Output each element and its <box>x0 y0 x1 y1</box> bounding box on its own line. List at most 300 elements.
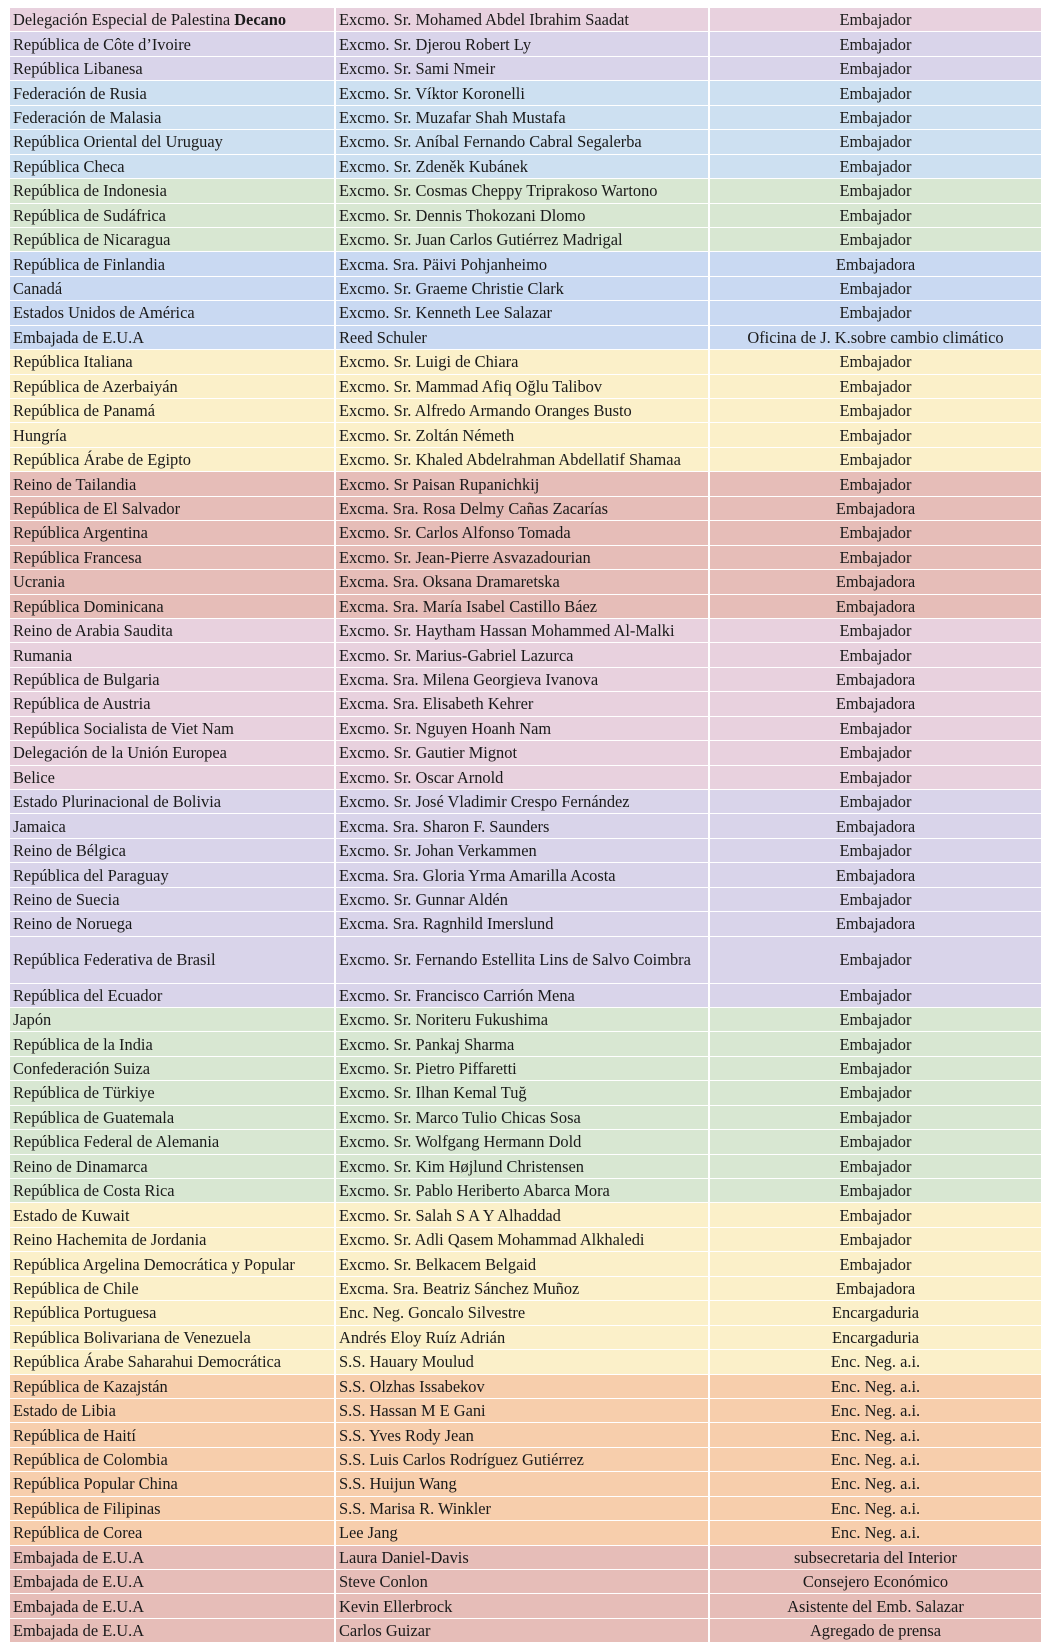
role-cell <box>709 56 1042 80</box>
country-cell <box>10 423 335 447</box>
representative-cell <box>335 790 709 814</box>
country-cell <box>10 814 335 838</box>
role-text: Embajador <box>839 1254 912 1274</box>
table-row <box>10 423 1042 447</box>
table-row <box>10 936 1042 983</box>
country-cell <box>10 1301 335 1325</box>
role-text: Embajador <box>839 59 912 79</box>
table-row <box>10 154 1042 178</box>
representative-cell <box>335 32 709 56</box>
role-cell <box>709 472 1042 496</box>
representative-cell <box>335 618 709 642</box>
representative-text: Excma. Sra. Beatriz Sánchez Muñoz <box>339 1278 580 1298</box>
country-text: Belice <box>13 767 55 787</box>
country-text: República de El Salvador <box>13 498 181 518</box>
country-text: República de Costa Rica <box>13 1181 175 1201</box>
table-row <box>10 1618 1042 1642</box>
representative-text: Enc. Neg. Goncalo Silvestre <box>339 1303 526 1323</box>
role-cell <box>709 765 1042 789</box>
representative-cell <box>335 276 709 300</box>
country-cell <box>10 130 335 154</box>
role-cell <box>709 130 1042 154</box>
role-text: Embajadora <box>835 498 916 518</box>
representative-cell <box>335 8 709 32</box>
country-cell <box>10 594 335 618</box>
representative-cell <box>335 1447 709 1471</box>
representative-cell <box>335 643 709 667</box>
country-cell <box>10 1374 335 1398</box>
role-text: Embajador <box>839 10 912 30</box>
country-cell <box>10 1056 335 1080</box>
role-cell <box>709 350 1042 374</box>
role-cell <box>709 814 1042 838</box>
representative-text: Excmo. Sr. Nguyen Hoanh Nam <box>339 718 552 738</box>
role-text: Embajador <box>839 230 912 250</box>
country-text: Reino de Suecia <box>13 889 120 909</box>
role-cell <box>709 618 1042 642</box>
country-text: Rumania <box>13 645 73 665</box>
role-text: Embajador <box>839 985 912 1005</box>
country-cell <box>10 1545 335 1569</box>
representative-cell <box>335 594 709 618</box>
role-cell <box>709 154 1042 178</box>
country-cell <box>10 227 335 251</box>
role-cell <box>709 1252 1042 1276</box>
representative-text: Excmo. Sr. Salah S A Y Alhaddad <box>339 1205 561 1225</box>
table-row <box>10 130 1042 154</box>
country-cell <box>10 105 335 129</box>
role-text: Embajador <box>839 1181 912 1201</box>
country-text: Reino de Dinamarca <box>13 1156 148 1176</box>
country-text: República de Bulgaria <box>13 670 160 690</box>
role-cell <box>709 1521 1042 1545</box>
role-cell <box>709 252 1042 276</box>
country-text: Delegación de la Unión Europea <box>13 743 227 763</box>
country-cell <box>10 863 335 887</box>
country-cell <box>10 1472 335 1496</box>
table-row <box>10 1105 1042 1129</box>
role-text: Encargaduria <box>831 1303 920 1323</box>
table-row <box>10 863 1042 887</box>
country-text: República de Nicaragua <box>13 230 171 250</box>
role-text: Enc. Neg. a.i. <box>830 1401 921 1421</box>
representative-text: Excmo. Sr. Francisco Carrión Mena <box>339 985 575 1005</box>
country-text: República Checa <box>13 156 125 176</box>
table-row <box>10 983 1042 1007</box>
role-text: Agregado de prensa <box>809 1621 942 1641</box>
role-text: Embajadora <box>835 670 916 690</box>
role-cell <box>709 887 1042 911</box>
role-text: Embajador <box>839 181 912 201</box>
role-text: Asistente del Emb. Salazar <box>787 1596 964 1616</box>
table-row <box>10 1374 1042 1398</box>
table-row <box>10 1521 1042 1545</box>
role-text: Embajador <box>839 1083 912 1103</box>
representative-text: Excmo. Sr. Ilhan Kemal Tuğ <box>339 1083 527 1103</box>
country-cell <box>10 1154 335 1178</box>
country-text: República Francesa <box>13 547 142 567</box>
country-text: República Italiana <box>13 352 133 372</box>
table-row <box>10 765 1042 789</box>
country-text: Federación de Rusia <box>13 83 147 103</box>
role-cell <box>709 863 1042 887</box>
role-text: Embajador <box>839 205 912 225</box>
country-text: República Bolivariana de Venezuela <box>13 1327 251 1347</box>
representative-cell <box>335 1398 709 1422</box>
country-text: República Federal de Alemania <box>13 1132 220 1152</box>
country-cell <box>10 521 335 545</box>
representative-text: Excmo. Sr. Aníbal Fernando Cabral Segalerba <box>339 132 642 152</box>
role-text: Embajador <box>839 352 912 372</box>
role-text: Embajador <box>839 156 912 176</box>
representative-cell <box>335 1179 709 1203</box>
table-row <box>10 1594 1042 1618</box>
representative-cell <box>335 105 709 129</box>
representative-text: Excmo. Sr. Pankaj Sharma <box>339 1034 515 1054</box>
table-row <box>10 227 1042 251</box>
role-text: Embajador <box>839 132 912 152</box>
country-bold-tag: Decano <box>234 10 287 30</box>
country-cell <box>10 765 335 789</box>
representative-text: Excmo. Sr. Sami Nmeir <box>339 59 496 79</box>
role-text: Embajadora <box>835 914 916 934</box>
table-row <box>10 1398 1042 1422</box>
country-text: Estado de Libia <box>13 1401 116 1421</box>
diplomatic-list-table <box>10 8 1043 1643</box>
representative-cell <box>335 325 709 349</box>
representative-cell <box>335 252 709 276</box>
table-row <box>10 1252 1042 1276</box>
table-row <box>10 1179 1042 1203</box>
role-cell <box>709 179 1042 203</box>
country-text: República de Guatemala <box>13 1107 175 1127</box>
table-row <box>10 521 1042 545</box>
country-cell <box>10 81 335 105</box>
role-cell <box>709 1276 1042 1300</box>
representative-cell <box>335 1374 709 1398</box>
role-cell <box>709 912 1042 936</box>
table-row <box>10 1496 1042 1520</box>
country-text: Delegación Especial de Palestina <box>13 10 231 30</box>
representative-cell <box>335 130 709 154</box>
country-text: República de Finlandia <box>13 254 166 274</box>
role-cell <box>709 1032 1042 1056</box>
table-row <box>10 8 1042 32</box>
role-cell <box>709 1472 1042 1496</box>
role-cell <box>709 570 1042 594</box>
representative-cell <box>335 765 709 789</box>
role-cell <box>709 105 1042 129</box>
table-row <box>10 545 1042 569</box>
role-cell <box>709 399 1042 423</box>
country-cell <box>10 1570 335 1594</box>
representative-cell <box>335 936 709 983</box>
representative-text: Excmo. Sr Paisan Rupanichkij <box>339 474 540 494</box>
table-row <box>10 1227 1042 1251</box>
representative-cell <box>335 545 709 569</box>
country-cell <box>10 496 335 520</box>
country-cell <box>10 1203 335 1227</box>
country-cell <box>10 1521 335 1545</box>
country-text: Jamaica <box>13 816 66 836</box>
table-row <box>10 1130 1042 1154</box>
role-cell <box>709 1130 1042 1154</box>
role-text: Encargaduria <box>831 1327 920 1347</box>
country-text: República Argentina <box>13 523 148 543</box>
representative-cell <box>335 521 709 545</box>
table-row <box>10 1081 1042 1105</box>
representative-text: Excma. Sra. Sharon F. Saunders <box>339 816 550 836</box>
representative-cell <box>335 374 709 398</box>
table-row <box>10 912 1042 936</box>
country-cell <box>10 56 335 80</box>
role-cell <box>709 594 1042 618</box>
role-text: Embajadora <box>835 254 916 274</box>
table-row <box>10 81 1042 105</box>
country-cell <box>10 1447 335 1471</box>
representative-text: S.S. Olzhas Issabekov <box>339 1376 485 1396</box>
representative-cell <box>335 227 709 251</box>
representative-cell <box>335 1252 709 1276</box>
role-cell <box>709 1301 1042 1325</box>
role-text: Embajadora <box>835 816 916 836</box>
country-cell <box>10 1276 335 1300</box>
table-row <box>10 1545 1042 1569</box>
country-cell <box>10 545 335 569</box>
country-cell <box>10 912 335 936</box>
country-cell <box>10 983 335 1007</box>
role-text: Embajador <box>839 523 912 543</box>
role-cell <box>709 1423 1042 1447</box>
role-cell <box>709 790 1042 814</box>
table-row <box>10 887 1042 911</box>
representative-cell <box>335 983 709 1007</box>
table-row <box>10 374 1042 398</box>
role-text: Enc. Neg. a.i. <box>830 1352 921 1372</box>
role-text: Embajador <box>839 792 912 812</box>
representative-text: S.S. Hauary Moulud <box>339 1352 474 1372</box>
role-cell <box>709 1618 1042 1642</box>
representative-text: Excmo. Sr. Graeme Christie Clark <box>339 279 564 299</box>
table-row <box>10 1007 1042 1031</box>
country-text: República de Filipinas <box>13 1498 161 1518</box>
representative-text: Excma. Sra. Oksana Dramaretska <box>339 572 560 592</box>
country-cell <box>10 203 335 227</box>
country-cell <box>10 692 335 716</box>
role-cell <box>709 1496 1042 1520</box>
table-row <box>10 643 1042 667</box>
table-row <box>10 618 1042 642</box>
country-cell <box>10 1130 335 1154</box>
representative-text: Excma. Sra. Ragnhild Imerslund <box>339 914 554 934</box>
country-text: República Socialista de Viet Nam <box>13 718 234 738</box>
country-text: Estados Unidos de América <box>13 303 195 323</box>
country-text: Hungría <box>13 425 67 445</box>
representative-cell <box>335 203 709 227</box>
table-row <box>10 1032 1042 1056</box>
representative-text: S.S. Hassan M E Gani <box>339 1401 486 1421</box>
country-text: República de Panamá <box>13 401 156 421</box>
country-text: Reino Hachemita de Jordania <box>13 1230 207 1250</box>
representative-cell <box>335 399 709 423</box>
role-text: Embajador <box>839 1230 912 1250</box>
representative-text: Excma. Sra. Päivi Pohjanheimo <box>339 254 548 274</box>
role-cell <box>709 1398 1042 1422</box>
representative-text: Excma. Sra. Gloria Yrma Amarilla Acosta <box>339 865 616 885</box>
representative-text: Excma. Sra. Rosa Delmy Cañas Zacarías <box>339 498 608 518</box>
role-text: Embajador <box>839 621 912 641</box>
representative-cell <box>335 741 709 765</box>
representative-cell <box>335 667 709 691</box>
role-cell <box>709 1374 1042 1398</box>
role-text: Embajador <box>839 1107 912 1127</box>
country-cell <box>10 1227 335 1251</box>
country-text: República Oriental del Uruguay <box>13 132 223 152</box>
role-cell <box>709 8 1042 32</box>
country-text: República de Chile <box>13 1278 139 1298</box>
country-text: República de Colombia <box>13 1450 168 1470</box>
country-cell <box>10 838 335 862</box>
role-cell <box>709 983 1042 1007</box>
representative-text: Excmo. Sr. Luigi de Chiara <box>339 352 519 372</box>
role-cell <box>709 1594 1042 1618</box>
representative-text: Steve Conlon <box>339 1572 428 1592</box>
country-text: República de Côte d’Ivoire <box>13 34 191 54</box>
representative-cell <box>335 692 709 716</box>
country-cell <box>10 936 335 983</box>
representative-text: Excmo. Sr. Dennis Thokozani Dlomo <box>339 205 586 225</box>
representative-text: Excmo. Sr. Djerou Robert Ly <box>339 34 532 54</box>
country-text: Embajada de E.U.A <box>13 1621 145 1641</box>
representative-text: Excmo. Sr. Mohamed Abdel Ibrahim Saadat <box>339 10 629 30</box>
representative-cell <box>335 1325 709 1349</box>
role-cell <box>709 692 1042 716</box>
country-cell <box>10 1594 335 1618</box>
role-cell <box>709 227 1042 251</box>
country-cell <box>10 1350 335 1374</box>
representative-cell <box>335 1472 709 1496</box>
table-row <box>10 1154 1042 1178</box>
table-row <box>10 814 1042 838</box>
representative-text: Excmo. Sr. Noriteru Fukushima <box>339 1010 548 1030</box>
role-text: Embajador <box>839 83 912 103</box>
country-cell <box>10 179 335 203</box>
table-row <box>10 447 1042 471</box>
country-cell <box>10 325 335 349</box>
role-cell <box>709 81 1042 105</box>
representative-text: Excmo. Sr. Jean-Pierre Asvazadourian <box>339 547 591 567</box>
role-cell <box>709 1350 1042 1374</box>
role-cell <box>709 1447 1042 1471</box>
table-row <box>10 716 1042 740</box>
country-cell <box>10 374 335 398</box>
table-row <box>10 203 1042 227</box>
role-text: Embajador <box>839 950 912 970</box>
representative-cell <box>335 1276 709 1300</box>
country-cell <box>10 643 335 667</box>
country-text: República de Austria <box>13 694 151 714</box>
representative-cell <box>335 887 709 911</box>
role-text: Embajador <box>839 34 912 54</box>
country-cell <box>10 350 335 374</box>
representative-text: Excmo. Sr. Gunnar Aldén <box>339 889 508 909</box>
role-text: Embajador <box>839 303 912 323</box>
representative-text: Excmo. Sr. Pablo Heriberto Abarca Mora <box>339 1181 610 1201</box>
representative-text: Excmo. Sr. Mammad Afiq Oğlu Talibov <box>339 376 603 396</box>
representative-text: Excmo. Sr. Zoltán Németh <box>339 425 515 445</box>
country-text: República de Türkiye <box>13 1083 155 1103</box>
country-cell <box>10 154 335 178</box>
representative-cell <box>335 1056 709 1080</box>
role-cell <box>709 1545 1042 1569</box>
table-row <box>10 692 1042 716</box>
representative-cell <box>335 1618 709 1642</box>
role-cell <box>709 667 1042 691</box>
representative-cell <box>335 716 709 740</box>
country-cell <box>10 716 335 740</box>
country-text: República de Indonesia <box>13 181 167 201</box>
role-cell <box>709 203 1042 227</box>
country-cell <box>10 618 335 642</box>
country-cell <box>10 1618 335 1642</box>
representative-text: S.S. Marisa R. Winkler <box>339 1498 492 1518</box>
table-row <box>10 105 1042 129</box>
representative-text: Excmo. Sr. Oscar Arnold <box>339 767 504 787</box>
country-cell <box>10 32 335 56</box>
table-row <box>10 570 1042 594</box>
role-cell <box>709 496 1042 520</box>
role-text: Embajador <box>839 841 912 861</box>
representative-text: Excmo. Sr. Khaled Abdelrahman Abdellatif Shamaa <box>339 450 681 470</box>
table-row <box>10 1570 1042 1594</box>
representative-cell <box>335 1496 709 1520</box>
representative-text: Excmo. Sr. Víktor Koronelli <box>339 83 525 103</box>
representative-text: Excmo. Sr. Kim Højlund Christensen <box>339 1156 584 1176</box>
representative-text: Laura Daniel-Davis <box>339 1547 469 1567</box>
role-text: Embajador <box>839 107 912 127</box>
representative-cell <box>335 1203 709 1227</box>
role-text: Embajador <box>839 376 912 396</box>
country-text: Reino de Arabia Saudita <box>13 621 173 641</box>
table-row <box>10 276 1042 300</box>
country-text: República Libanesa <box>13 59 143 79</box>
country-cell <box>10 447 335 471</box>
country-text: República de Azerbaiyán <box>13 376 178 396</box>
representative-cell <box>335 496 709 520</box>
representative-text: Excmo. Sr. Carlos Alfonso Tomada <box>339 523 571 543</box>
role-text: Enc. Neg. a.i. <box>830 1425 921 1445</box>
representative-cell <box>335 1227 709 1251</box>
representative-text: Carlos Guizar <box>339 1621 431 1641</box>
country-cell <box>10 1007 335 1031</box>
representative-cell <box>335 570 709 594</box>
representative-cell <box>335 1545 709 1569</box>
table-row <box>10 838 1042 862</box>
country-cell <box>10 472 335 496</box>
role-text: Embajadora <box>835 596 916 616</box>
country-text: República de Corea <box>13 1523 143 1543</box>
role-text: Enc. Neg. a.i. <box>830 1474 921 1494</box>
role-text: Consejero Económico <box>802 1572 949 1592</box>
role-cell <box>709 32 1042 56</box>
representative-cell <box>335 1594 709 1618</box>
role-cell <box>709 325 1042 349</box>
role-cell <box>709 716 1042 740</box>
country-text: República de Sudáfrica <box>13 205 166 225</box>
representative-text: Excmo. Sr. Fernando Estellita Lins de Salvo Coimbra <box>339 950 691 970</box>
representative-cell <box>335 1154 709 1178</box>
country-text: República Árabe Saharahui Democrática <box>13 1352 282 1372</box>
